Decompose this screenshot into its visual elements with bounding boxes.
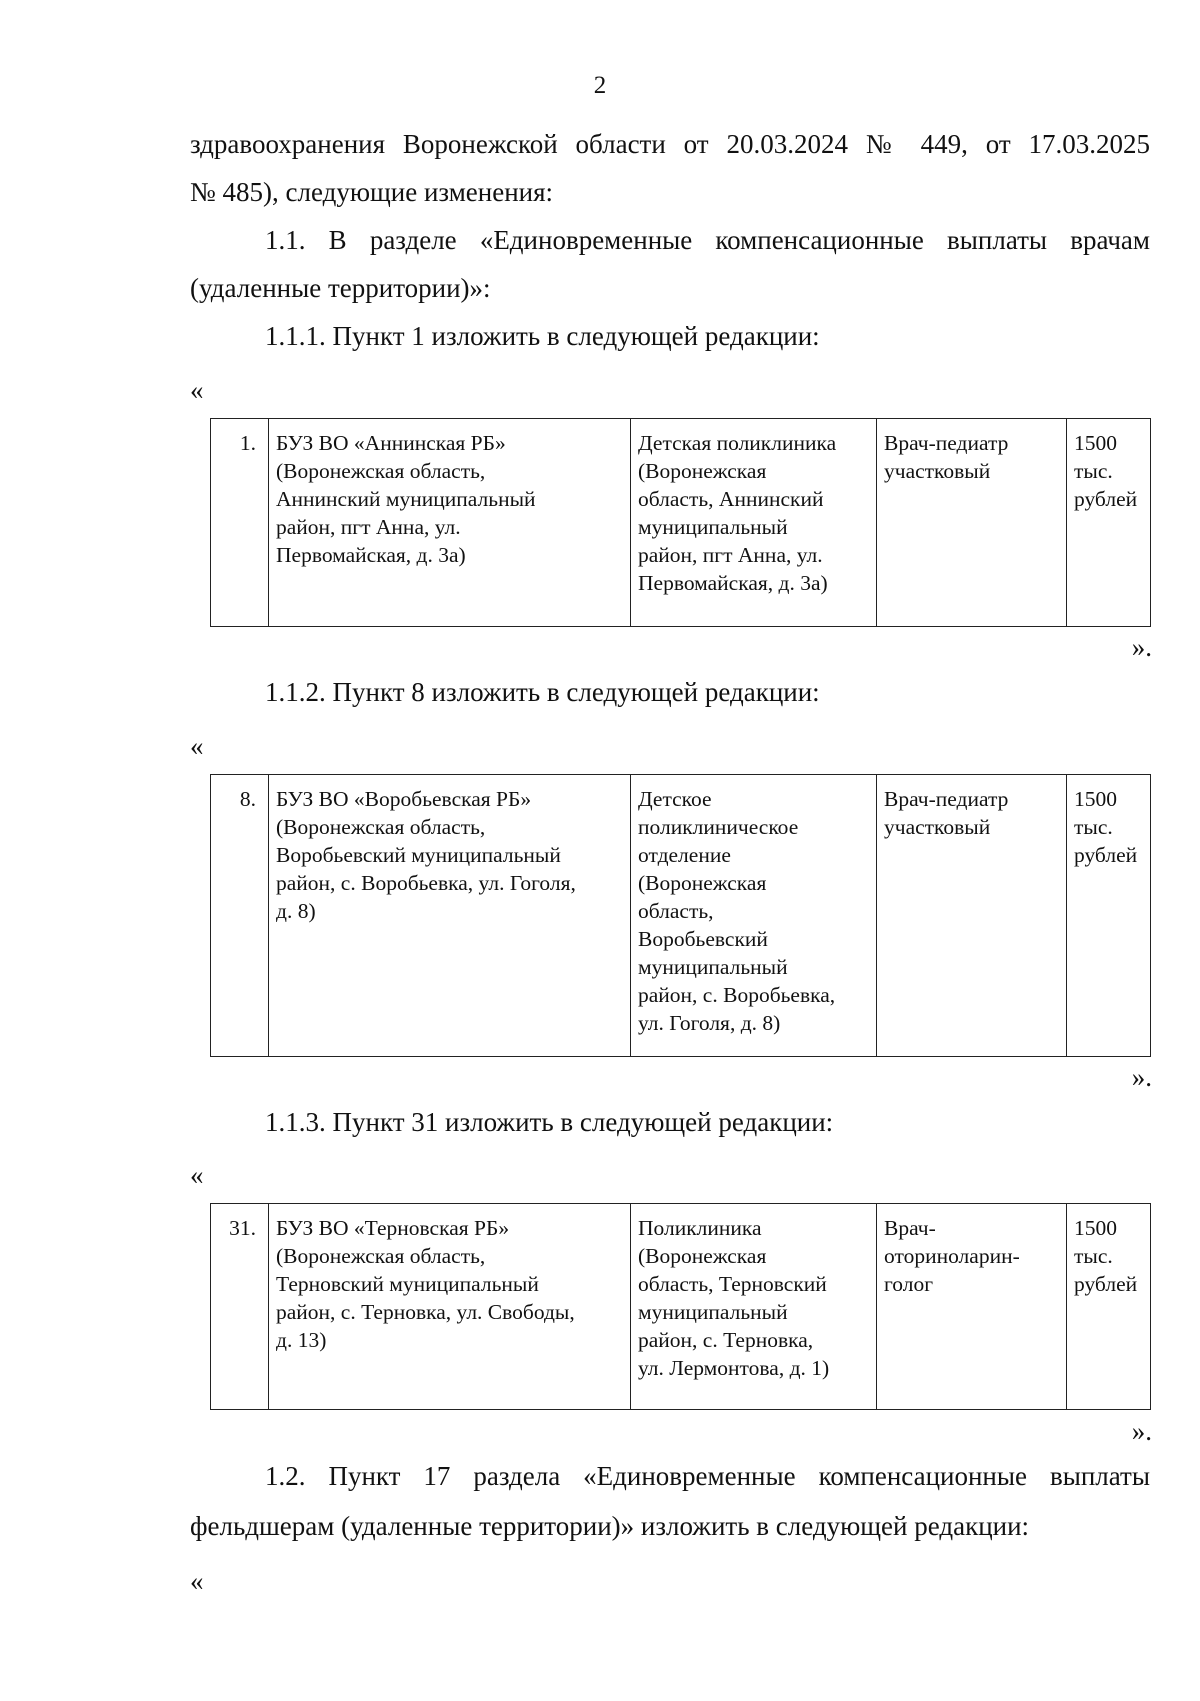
amount-cell: [1067, 1204, 1151, 1410]
department-cell: [631, 419, 877, 627]
intro-line-1: здравоохранения Воронежской области от 20.03.2024 № 449, от 17.03.2025: [190, 129, 1150, 159]
cell-line: (Воронежская область,: [276, 459, 486, 483]
position-cell: [877, 775, 1067, 1057]
cell-line: д. 13): [276, 1328, 327, 1352]
cell-line: БУЗ ВО «Воробьевская РБ»: [276, 787, 532, 811]
cell-line: участковый: [884, 815, 991, 839]
cell-line: рублей: [1074, 1272, 1138, 1296]
cell-line: ул. Гоголя, д. 8): [638, 1011, 781, 1035]
cell-line: (Воронежская: [638, 459, 767, 483]
department-cell: [631, 1204, 877, 1410]
cell-line: Воробьевский муниципальный: [276, 843, 561, 867]
cell-line: (Воронежская: [638, 1244, 767, 1268]
cell-line: оториноларин-: [884, 1244, 1020, 1268]
position-cell: [877, 419, 1067, 627]
cell-line: БУЗ ВО «Терновская РБ»: [276, 1216, 510, 1240]
open-quote-3: «: [190, 1160, 204, 1190]
cell-line: 1500: [1074, 787, 1117, 811]
amount-cell: [1067, 775, 1151, 1057]
cell-line: голог: [884, 1272, 934, 1296]
table-row: [211, 419, 1151, 627]
institution-cell: [269, 775, 631, 1057]
cell-line: (Воронежская область,: [276, 815, 486, 839]
cell-line: рублей: [1074, 487, 1138, 511]
section-1-2-line-2: фельдшерам (удаленные территории)» изложить в следующей редакции:: [190, 1511, 1030, 1541]
cell-line: 1500: [1074, 431, 1117, 455]
cell-line: район, с. Воробьевка, ул. Гоголя,: [276, 871, 576, 895]
cell-line: Терновский муниципальный: [276, 1272, 539, 1296]
cell-line: муниципальный: [638, 515, 788, 539]
amendment-table-3: [210, 1203, 1151, 1410]
cell-line: район, пгт Анна, ул.: [276, 515, 461, 539]
cell-line: тыс.: [1074, 1244, 1113, 1268]
cell-line: ул. Лермонтова, д. 1): [638, 1356, 830, 1380]
cell-line: 1500: [1074, 1216, 1117, 1240]
close-quote-3: ».: [1131, 1416, 1152, 1446]
cell-line: БУЗ ВО «Аннинская РБ»: [276, 431, 506, 455]
item-1-1-2-heading: 1.1.2. Пункт 8 изложить в следующей редакции:: [265, 677, 820, 707]
cell-line: район, с. Терновка, ул. Свободы,: [276, 1300, 575, 1324]
amendment-table-2: [210, 774, 1151, 1057]
cell-line: отделение: [638, 843, 731, 867]
cell-line: муниципальный: [638, 955, 788, 979]
cell-line: муниципальный: [638, 1300, 788, 1324]
table-row: [211, 1204, 1151, 1410]
amount-cell: [1067, 419, 1151, 627]
amendment-table-1: [210, 418, 1151, 627]
cell-line: Детское: [638, 787, 712, 811]
cell-line: район, с. Терновка,: [638, 1328, 814, 1352]
cell-line: Детская поликлиника: [638, 431, 837, 455]
cell-line: д. 8): [276, 899, 316, 923]
institution-cell: [269, 419, 631, 627]
item-number: 1.: [211, 419, 269, 627]
cell-line: (Воронежская: [638, 871, 767, 895]
intro-line-2: № 485), следующие изменения:: [190, 177, 554, 207]
cell-line: Поликлиника: [638, 1216, 762, 1240]
item-number: 8.: [211, 775, 269, 1057]
cell-line: Врач-педиатр: [884, 431, 1009, 455]
open-quote-4: «: [190, 1566, 204, 1596]
cell-line: участковый: [884, 459, 991, 483]
cell-line: Врач-: [884, 1216, 936, 1240]
cell-line: область, Терновский: [638, 1272, 827, 1296]
position-cell: [877, 1204, 1067, 1410]
cell-line: (Воронежская область,: [276, 1244, 486, 1268]
section-1-1-line-1: 1.1. В разделе «Единовременные компенсационные выплаты врачам: [265, 225, 1150, 255]
table-row: [211, 775, 1151, 1057]
cell-line: область, Аннинский: [638, 487, 824, 511]
close-quote-2: ».: [1131, 1062, 1152, 1092]
item-1-1-1-heading: 1.1.1. Пункт 1 изложить в следующей редакции:: [265, 321, 820, 351]
cell-line: Воробьевский: [638, 927, 768, 951]
cell-line: тыс.: [1074, 459, 1113, 483]
cell-line: область,: [638, 899, 714, 923]
page-number: 2: [593, 72, 607, 99]
item-number: 31.: [211, 1204, 269, 1410]
section-1-2-line-1: 1.2. Пункт 17 раздела «Единовременные компенсационные выплаты: [265, 1461, 1150, 1491]
cell-line: рублей: [1074, 843, 1138, 867]
close-quote-1: ».: [1131, 632, 1152, 662]
cell-line: Первомайская, д. 3а): [276, 543, 466, 567]
department-cell: [631, 775, 877, 1057]
cell-line: район, пгт Анна, ул.: [638, 543, 823, 567]
cell-line: поликлиническое: [638, 815, 799, 839]
cell-line: район, с. Воробьевка,: [638, 983, 836, 1007]
cell-line: тыс.: [1074, 815, 1113, 839]
open-quote-2: «: [190, 731, 204, 761]
cell-line: Первомайская, д. 3а): [638, 571, 828, 595]
item-1-1-3-heading: 1.1.3. Пункт 31 изложить в следующей редакции:: [265, 1107, 834, 1137]
institution-cell: [269, 1204, 631, 1410]
cell-line: Врач-педиатр: [884, 787, 1009, 811]
cell-line: Аннинский муниципальный: [276, 487, 536, 511]
open-quote-1: «: [190, 375, 204, 405]
section-1-1-line-2: (удаленные территории)»:: [190, 273, 491, 303]
